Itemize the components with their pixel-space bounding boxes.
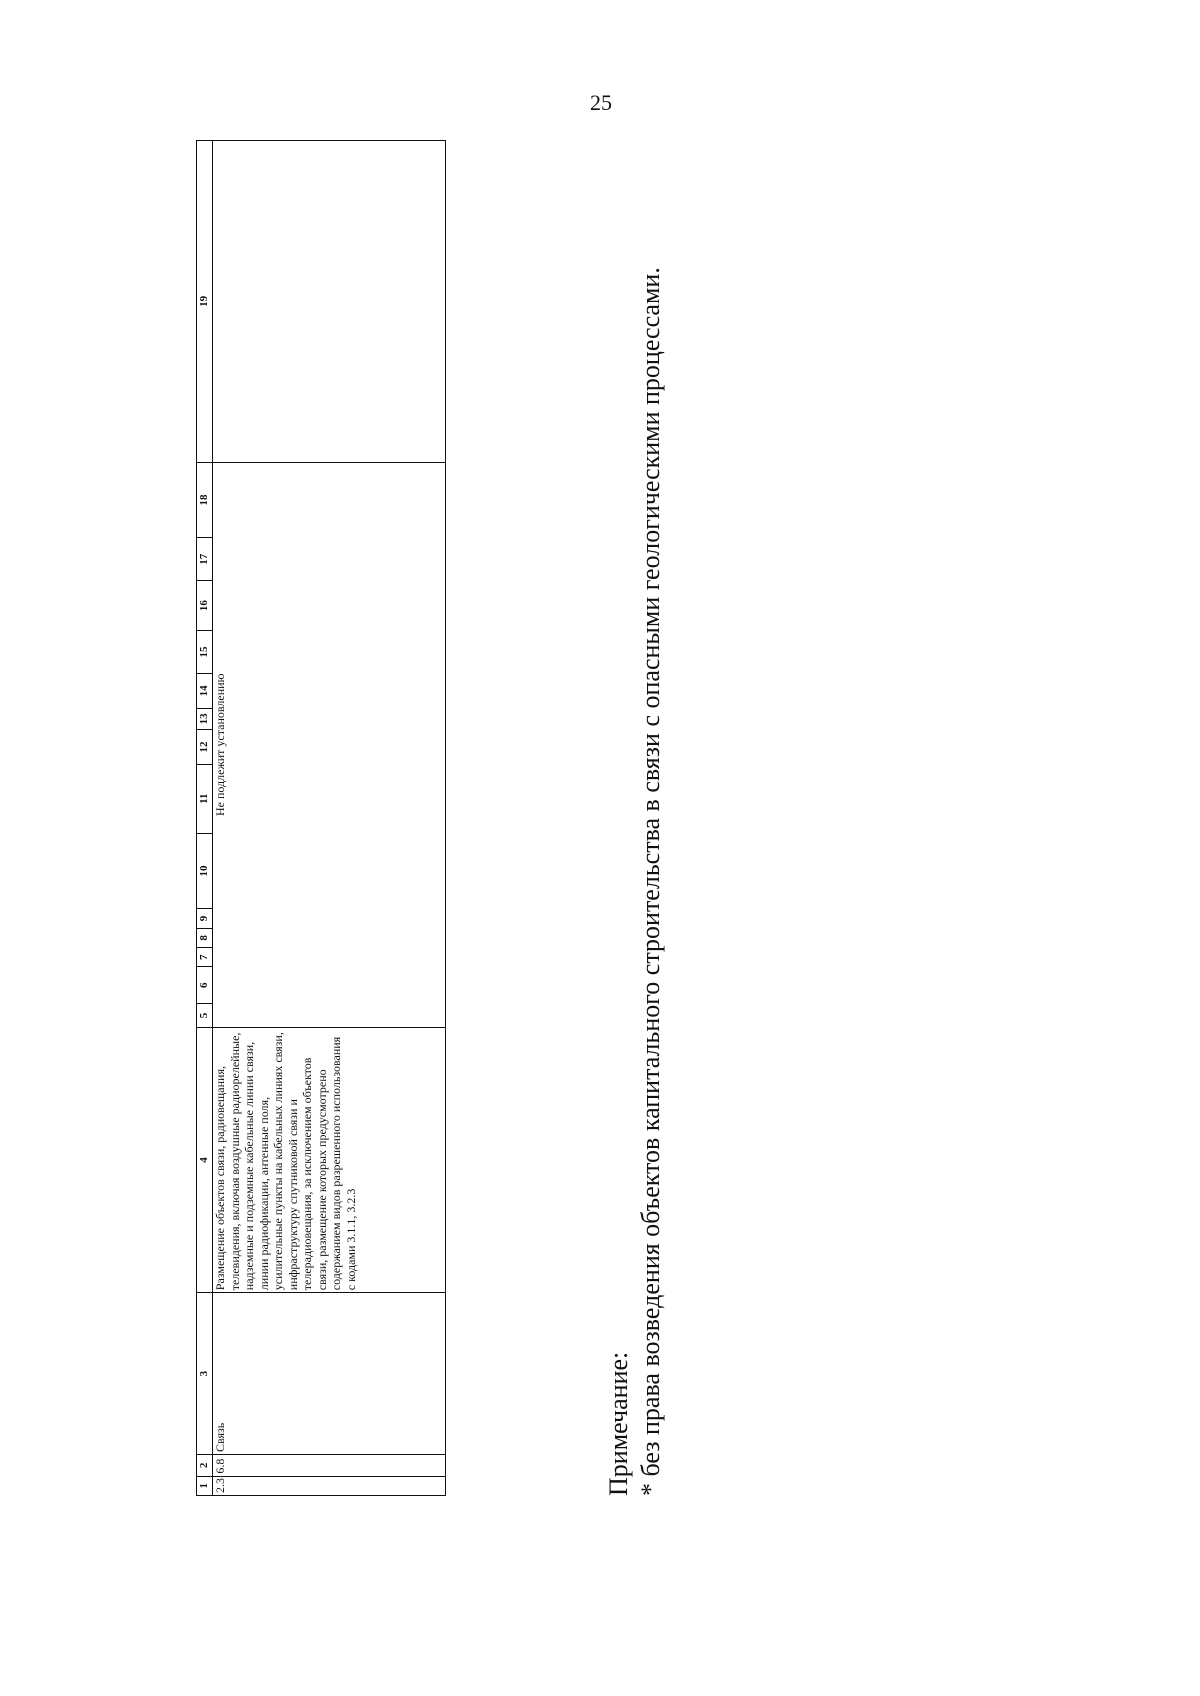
header-col-2: 2 bbox=[197, 1455, 213, 1477]
regulations-table bbox=[196, 140, 446, 1496]
header-col-17: 17 bbox=[197, 538, 213, 581]
header-col-18: 18 bbox=[197, 462, 213, 538]
header-col-12: 12 bbox=[197, 730, 213, 765]
cell-not-established: Не подлежит установлению bbox=[213, 462, 446, 1027]
header-col-4: 4 bbox=[197, 1027, 213, 1292]
cell-col-19 bbox=[213, 141, 446, 463]
header-col-7: 7 bbox=[197, 948, 213, 967]
header-col-9: 9 bbox=[197, 909, 213, 928]
header-col-19: 19 bbox=[197, 141, 213, 463]
cell-use-name: Связь bbox=[213, 1293, 446, 1455]
header-col-13: 13 bbox=[197, 708, 213, 730]
rotated-content bbox=[196, 140, 665, 1496]
header-col-10: 10 bbox=[197, 833, 213, 909]
page-number: 25 bbox=[590, 90, 612, 115]
table-row bbox=[213, 141, 446, 1496]
header-col-14: 14 bbox=[197, 674, 213, 709]
note-text: * без права возведения объектов капитального строительства в связи с опасными геологическими процессами. bbox=[636, 267, 665, 1496]
header-row bbox=[197, 141, 213, 1496]
cell-number: 2.3 bbox=[213, 1476, 446, 1495]
header-col-6: 6 bbox=[197, 967, 213, 1004]
header-col-11: 11 bbox=[197, 764, 213, 833]
cell-description: Размещение объектов связи, радиовещания, телевидения, включая воздушные радиорелейные, надземные и подземные кабельные линии связи, линии радиофикации, антенные поля, усилительные пункты на кабельных линиях связи, инфраструктуру спутниковой связи и телерадиовещания, за исключением объектов связи, размещение которых предусмотрено содержанием видов разрешенного использования с кодами 3.1.1, 3.2.3 bbox=[213, 1027, 446, 1292]
note-title: Примечание: bbox=[604, 1351, 633, 1496]
header-col-15: 15 bbox=[197, 630, 213, 673]
header-col-16: 16 bbox=[197, 581, 213, 631]
landscape-content bbox=[196, 140, 665, 1496]
header-col-8: 8 bbox=[197, 928, 213, 947]
cell-code: 6.8 bbox=[213, 1455, 446, 1477]
header-col-1: 1 bbox=[197, 1476, 213, 1495]
header-col-3: 3 bbox=[197, 1293, 213, 1455]
header-col-5: 5 bbox=[197, 1004, 213, 1028]
